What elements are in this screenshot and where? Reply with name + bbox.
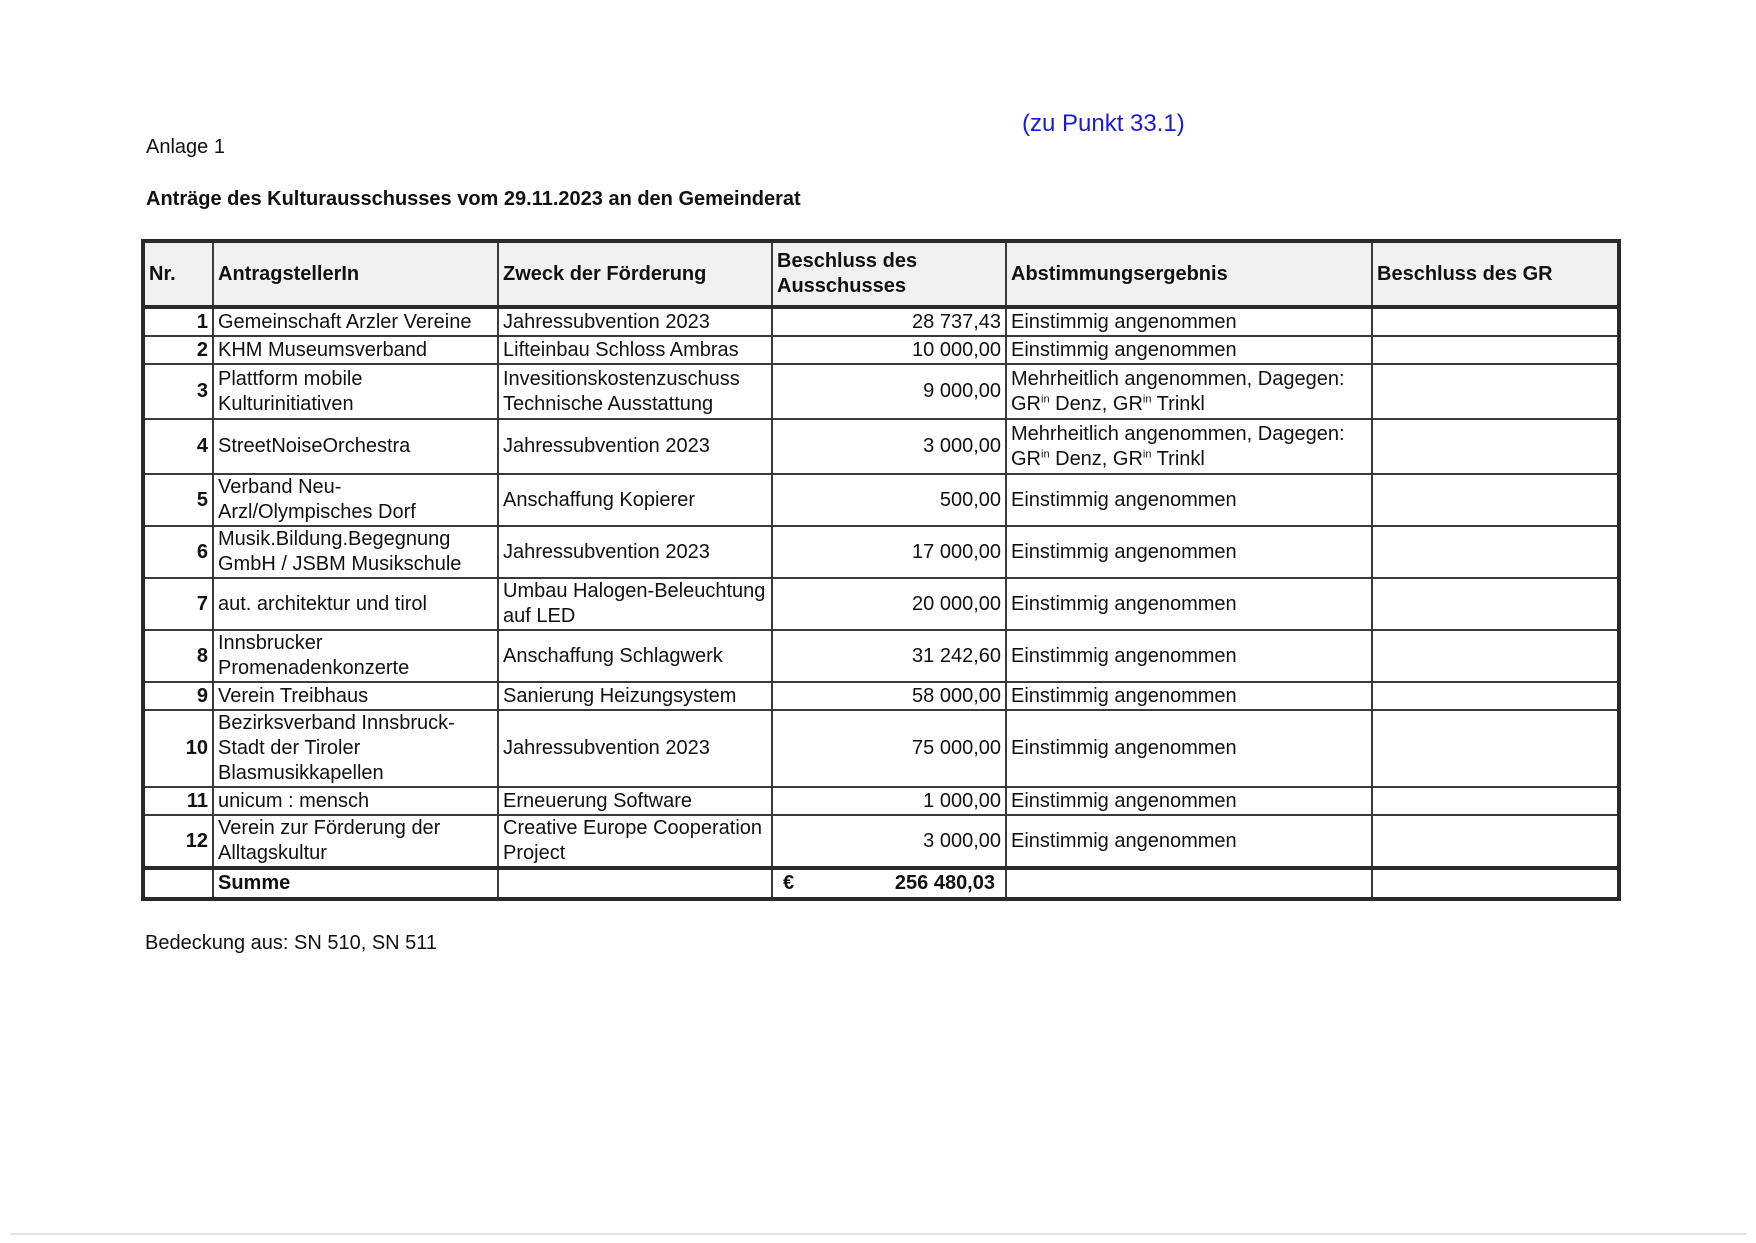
row-amount: 75 000,00 <box>772 710 1006 787</box>
row-purpose: Jahressubvention 2023 <box>498 526 772 578</box>
result-name: Denz, GR <box>1049 392 1143 415</box>
row-result: Einstimmig angenommen <box>1006 630 1372 682</box>
result-name: Trinkl <box>1151 447 1205 470</box>
row-council-decision <box>1372 578 1619 630</box>
table-row <box>143 815 1619 868</box>
row-purpose: Invesitionskostenzuschuss Technische Ausstattung <box>498 364 772 419</box>
result-sup: in <box>1142 447 1152 460</box>
row-applicant: aut. architektur und tirol <box>213 578 498 630</box>
row-applicant: unicum : mensch <box>213 787 498 815</box>
table-row <box>143 787 1619 815</box>
row-result <box>1006 419 1372 474</box>
row-purpose: Lifteinbau Schloss Ambras <box>498 336 772 364</box>
result-sup: in <box>1142 392 1152 405</box>
result-main: Mehrheitlich angenommen, Dagegen: <box>1011 422 1345 445</box>
row-purpose: Jahressubvention 2023 <box>498 419 772 474</box>
row-applicant: StreetNoiseOrchestra <box>213 419 498 474</box>
currency-symbol: € <box>783 872 795 894</box>
row-amount: 9 000,00 <box>772 364 1006 419</box>
table-header-row <box>143 241 1619 307</box>
result-gr: GR <box>1011 392 1041 415</box>
row-purpose: Erneuerung Software <box>498 787 772 815</box>
row-purpose: Anschaffung Kopierer <box>498 474 772 526</box>
row-applicant: Verein zur Förderung der Alltagskultur <box>213 815 498 868</box>
row-amount: 58 000,00 <box>772 682 1006 710</box>
sum-row <box>143 868 1619 899</box>
result-gr: GR <box>1011 447 1041 470</box>
sum-nr <box>143 868 213 899</box>
row-purpose: Anschaffung Schlagwerk <box>498 630 772 682</box>
row-nr: 9 <box>143 682 213 710</box>
row-result: Einstimmig angenommen <box>1006 787 1372 815</box>
row-applicant: Plattform mobile Kulturinitiativen <box>213 364 498 419</box>
row-result: Einstimmig angenommen <box>1006 682 1372 710</box>
row-result: Einstimmig angenommen <box>1006 336 1372 364</box>
row-result: Einstimmig angenommen <box>1006 815 1372 868</box>
row-applicant: Verein Treibhaus <box>213 682 498 710</box>
row-amount: 3 000,00 <box>772 815 1006 868</box>
row-nr: 11 <box>143 787 213 815</box>
document-title: Anträge des Kulturausschusses vom 29.11.2023 an den Gemeinderat <box>146 188 801 210</box>
header-purpose: Zweck der Förderung <box>498 241 772 307</box>
row-result: Einstimmig angenommen <box>1006 710 1372 787</box>
result-name: Denz, GR <box>1049 447 1143 470</box>
sum-amount-cell <box>772 868 1006 899</box>
table-row <box>143 474 1619 526</box>
result-name: Trinkl <box>1151 392 1205 415</box>
row-result: Einstimmig angenommen <box>1006 526 1372 578</box>
row-applicant: Verband Neu-Arzl/Olympisches Dorf <box>213 474 498 526</box>
page-bottom-divider <box>10 1233 1746 1235</box>
row-applicant: KHM Museumsverband <box>213 336 498 364</box>
row-purpose: Umbau Halogen-Beleuchtung auf LED <box>498 578 772 630</box>
row-nr: 4 <box>143 419 213 474</box>
result-sup: in <box>1041 392 1050 405</box>
applications-table <box>141 239 1621 901</box>
sum-purpose <box>498 868 772 899</box>
table-row <box>143 336 1619 364</box>
row-council-decision <box>1372 682 1619 710</box>
table-row <box>143 578 1619 630</box>
row-council-decision <box>1372 787 1619 815</box>
table-row <box>143 364 1619 419</box>
row-nr: 6 <box>143 526 213 578</box>
table-row <box>143 526 1619 578</box>
row-nr: 2 <box>143 336 213 364</box>
row-amount: 17 000,00 <box>772 526 1006 578</box>
result-main: Mehrheitlich angenommen, Dagegen: <box>1011 367 1345 390</box>
header-committee-decision: Beschluss des Ausschusses <box>772 241 1006 307</box>
sum-amount: 256 480,03 <box>894 872 995 894</box>
row-result: Einstimmig angenommen <box>1006 474 1372 526</box>
row-council-decision <box>1372 630 1619 682</box>
row-amount: 500,00 <box>772 474 1006 526</box>
sum-result <box>1006 868 1372 899</box>
row-council-decision <box>1372 526 1619 578</box>
row-amount: 31 242,60 <box>772 630 1006 682</box>
row-nr: 12 <box>143 815 213 868</box>
row-amount: 1 000,00 <box>772 787 1006 815</box>
row-result: Einstimmig angenommen <box>1006 578 1372 630</box>
row-amount: 28 737,43 <box>772 307 1006 336</box>
row-applicant: Bezirksverband Innsbruck-Stadt der Tiroler Blasmusikkapellen <box>213 710 498 787</box>
row-applicant: Innsbrucker Promenadenkonzerte <box>213 630 498 682</box>
row-amount: 10 000,00 <box>772 336 1006 364</box>
table-row <box>143 682 1619 710</box>
row-council-decision <box>1372 815 1619 868</box>
row-applicant: Gemeinschaft Arzler Vereine <box>213 307 498 336</box>
table-row <box>143 419 1619 474</box>
row-council-decision <box>1372 474 1619 526</box>
header-applicant: AntragstellerIn <box>213 241 498 307</box>
row-council-decision <box>1372 710 1619 787</box>
row-nr: 3 <box>143 364 213 419</box>
table-row <box>143 710 1619 787</box>
row-purpose: Jahressubvention 2023 <box>498 307 772 336</box>
row-council-decision <box>1372 364 1619 419</box>
row-council-decision <box>1372 336 1619 364</box>
row-purpose: Sanierung Heizungsystem <box>498 682 772 710</box>
row-result: Einstimmig angenommen <box>1006 307 1372 336</box>
header-vote-result: Abstimmungsergebnis <box>1006 241 1372 307</box>
annex-label: Anlage 1 <box>146 136 225 158</box>
table-row <box>143 307 1619 336</box>
header-nr: Nr. <box>143 241 213 307</box>
row-council-decision <box>1372 419 1619 474</box>
sum-council <box>1372 868 1619 899</box>
result-sup: in <box>1041 447 1050 460</box>
row-purpose: Jahressubvention 2023 <box>498 710 772 787</box>
row-nr: 10 <box>143 710 213 787</box>
row-nr: 7 <box>143 578 213 630</box>
row-purpose: Creative Europe Cooperation Project <box>498 815 772 868</box>
row-nr: 8 <box>143 630 213 682</box>
sum-label: Summe <box>213 868 498 899</box>
reference-note: (zu Punkt 33.1) <box>1022 110 1185 137</box>
row-council-decision <box>1372 307 1619 336</box>
row-nr: 5 <box>143 474 213 526</box>
header-council-decision: Beschluss des GR <box>1372 241 1619 307</box>
row-amount: 3 000,00 <box>772 419 1006 474</box>
row-result <box>1006 364 1372 419</box>
coverage-note: Bedeckung aus: SN 510, SN 511 <box>145 932 438 954</box>
row-nr: 1 <box>143 307 213 336</box>
row-amount: 20 000,00 <box>772 578 1006 630</box>
table-row <box>143 630 1619 682</box>
row-applicant: Musik.Bildung.Begegnung GmbH / JSBM Musikschule <box>213 526 498 578</box>
